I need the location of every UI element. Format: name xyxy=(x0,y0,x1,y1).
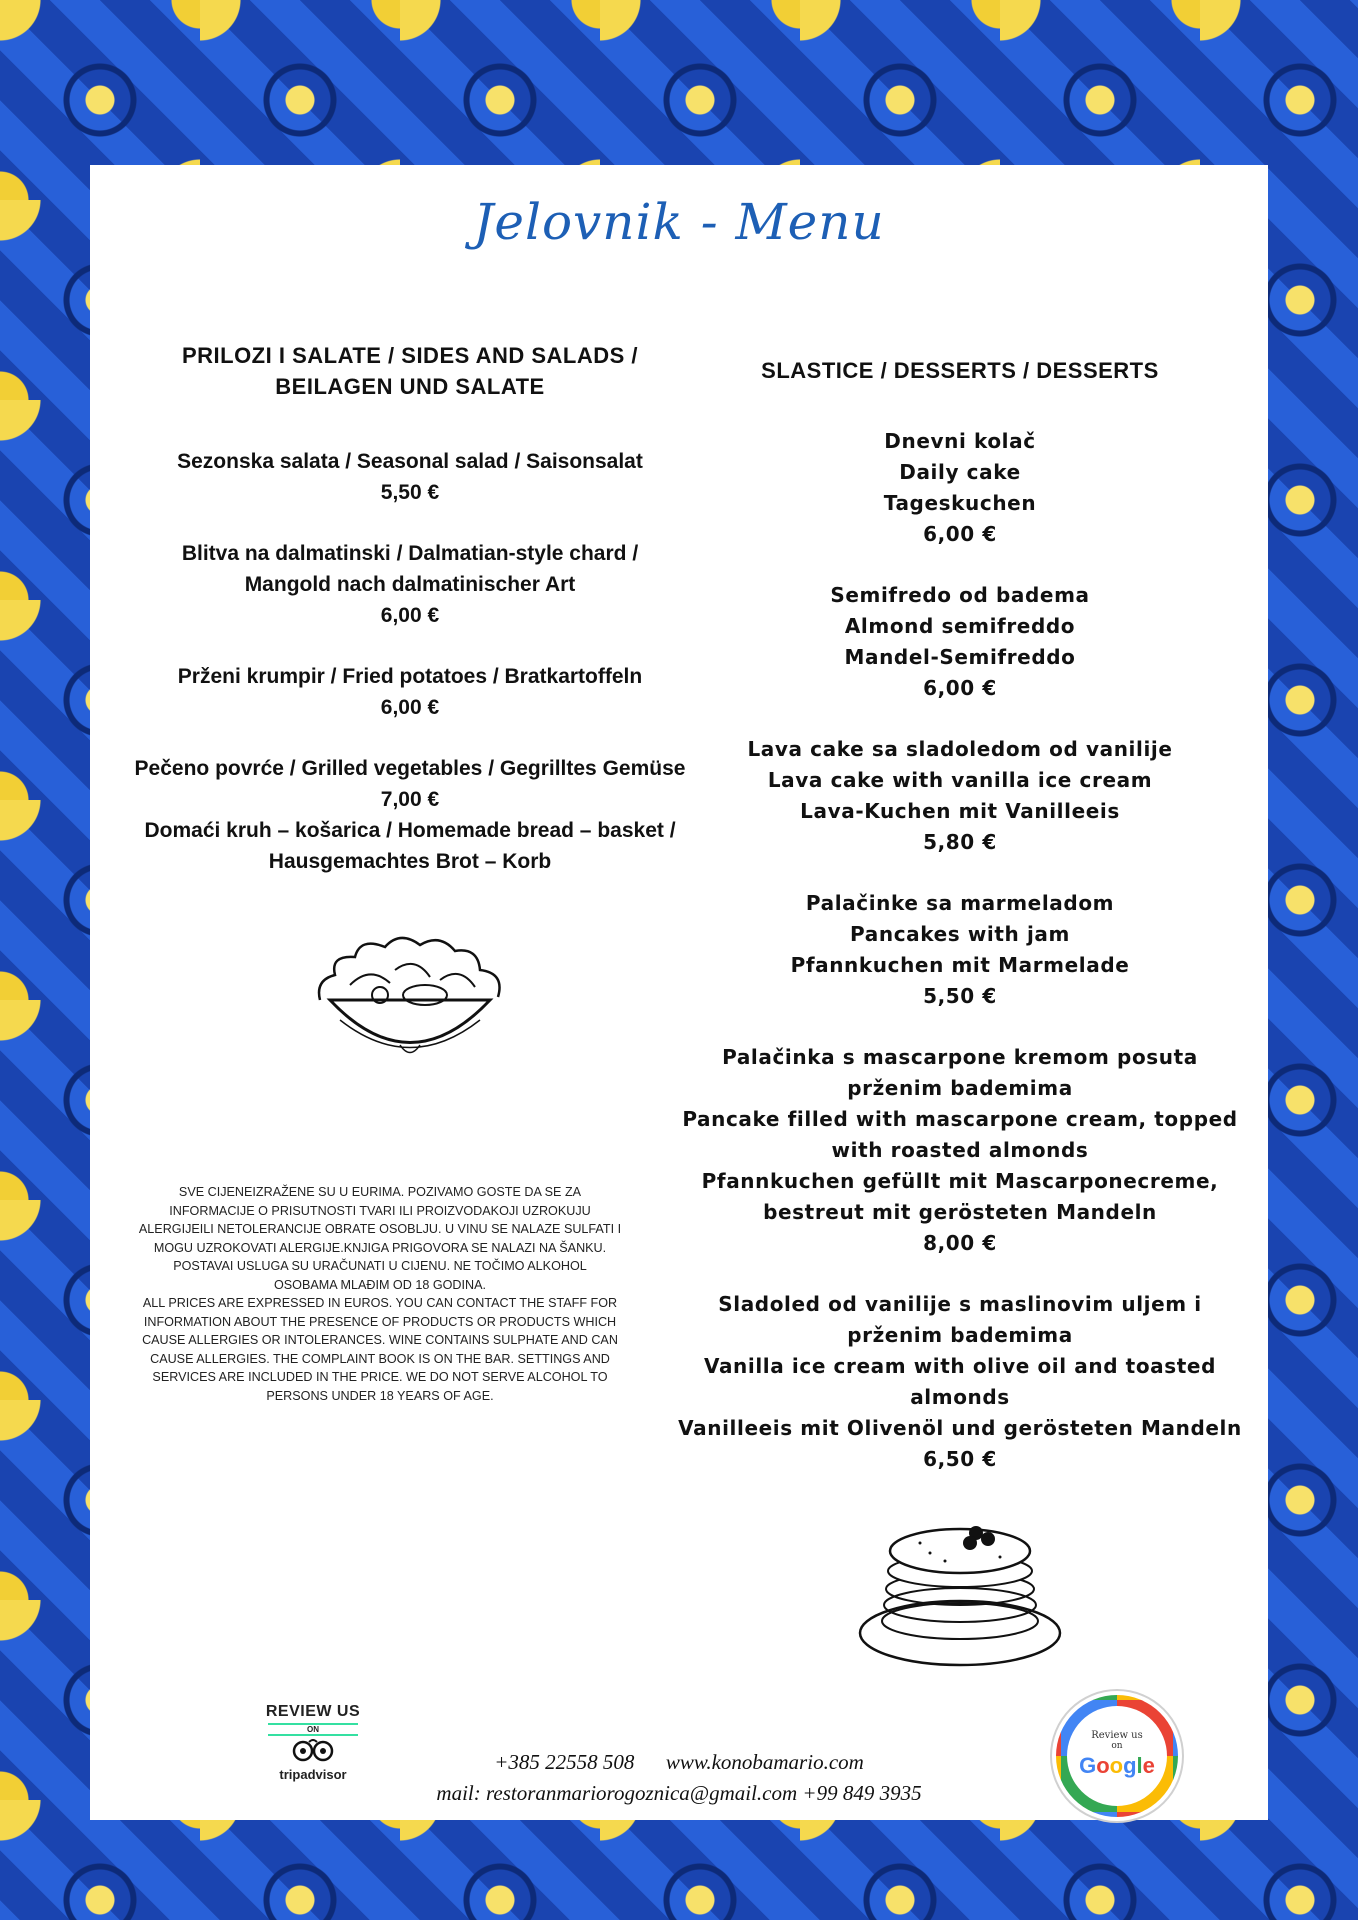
menu-item xyxy=(660,580,1260,704)
item-price: 6,00 € xyxy=(923,676,997,700)
desserts-column xyxy=(660,355,1260,1678)
disclaimer-line: POSTAVAI USLUGA SU URAČUNATI U CIJENU. NE TOČIMO ALKOHOL xyxy=(173,1259,587,1273)
menu-item xyxy=(120,446,700,508)
item-name: Pancake filled with mascarpone cream, topped xyxy=(682,1107,1238,1131)
allergen-disclaimer xyxy=(130,1183,630,1405)
tripadvisor-label: tripadvisor xyxy=(279,1767,347,1782)
disclaimer-line: SVE CIJENEIZRAŽENE SU U EURIMA. POZIVAMO GOSTE DA SE ZA xyxy=(178,1185,582,1199)
google-review-badge[interactable] xyxy=(1056,1695,1178,1817)
disclaimer-line: CAUSE ALLERGIES. THE COMPLAINT BOOK IS ON THE BAR. SETTINGS AND xyxy=(150,1351,610,1366)
review-us-label: REVIEW US xyxy=(265,1703,361,1720)
item-name: Blitva na dalmatinski / Dalmatian-style chard / xyxy=(181,542,639,565)
item-price: 5,50 € xyxy=(923,984,997,1008)
item-name: Lava-Kuchen mit Vanilleeis xyxy=(800,799,1120,823)
item-name: Daily cake xyxy=(899,460,1021,484)
item-price: 8,00 € xyxy=(923,1231,997,1255)
item-name: Sezonska salata / Seasonal salad / Saisonsalat xyxy=(177,450,643,473)
item-name: Domaći kruh – košarica / Homemade bread – basket / xyxy=(144,819,676,842)
sides-heading-line1: PRILOZI I SALATE / SIDES AND SALADS / xyxy=(181,343,639,368)
item-name: Almond semifreddo xyxy=(844,614,1076,638)
item-name: bestreut mit gerösteten Mandeln xyxy=(763,1200,1157,1224)
item-price: 6,00 € xyxy=(923,522,997,546)
item-name: prženim bademima xyxy=(847,1323,1073,1347)
google-badge-inner xyxy=(1067,1706,1167,1806)
item-name: Mandel-Semifreddo xyxy=(844,645,1076,669)
menu-item xyxy=(660,1289,1260,1475)
item-name: with roasted almonds xyxy=(831,1138,1089,1162)
item-name: Pfannkuchen mit Marmelade xyxy=(790,953,1130,977)
item-name: Dnevni kolač xyxy=(884,429,1036,453)
sides-salads-column xyxy=(120,340,700,1080)
disclaimer-line: CAUSE ALLERGIES OR INTOLERANCES. WINE CONTAINS SULPHATE AND CAN xyxy=(142,1333,618,1347)
item-price: 6,50 € xyxy=(923,1447,997,1471)
salad-bowl-illustration xyxy=(120,925,700,1080)
item-price: 6,00 € xyxy=(380,604,440,627)
item-name: Lava cake with vanilla ice cream xyxy=(767,768,1153,792)
item-name: Hausgemachtes Brot – Korb xyxy=(268,850,552,873)
item-price: 5,50 € xyxy=(380,481,440,504)
disclaimer-line: SERVICES ARE INCLUDED IN THE PRICE. WE DO NOT SERVE ALCOHOL TO xyxy=(152,1370,608,1384)
pancake-stack-illustration xyxy=(660,1503,1260,1678)
disclaimer-line: ALERGIJEILI NETOLERANCIJE OBRATE OSOBLJU. U VINU SE NALAZE SULFATI I xyxy=(138,1222,622,1236)
menu-panel xyxy=(90,165,1268,1820)
on-label: ON xyxy=(268,1723,358,1736)
item-name: Tageskuchen xyxy=(883,491,1037,515)
item-name: prženim bademima xyxy=(847,1076,1073,1100)
disclaimer-line: INFORMATION ABOUT THE PRESENCE OF PRODUCTS OR PRODUCTS WHICH xyxy=(143,1314,617,1329)
sides-heading-line2: BEILAGEN UND SALATE xyxy=(275,374,545,399)
item-name: Semifredo od badema xyxy=(830,583,1090,607)
item-price: 5,80 € xyxy=(923,830,997,854)
item-name: Pfannkuchen gefüllt mit Mascarponecreme, xyxy=(701,1169,1219,1193)
disclaimer-line: PERSONS UNDER 18 YEARS OF AGE. xyxy=(266,1388,494,1403)
item-name: Vanilleeis mit Olivenöl und gerösteten Mandeln xyxy=(678,1416,1242,1440)
disclaimer-line: OSOBAMA MLAĐIM OD 18 GODINA. xyxy=(273,1277,487,1292)
item-name: Sladoled od vanilije s maslinovim uljem i xyxy=(718,1292,1202,1316)
item-name: Palačinke sa marmeladom xyxy=(805,891,1115,915)
item-name: Palačinka s mascarpone kremom posuta xyxy=(722,1045,1198,1069)
menu-item xyxy=(660,426,1260,550)
item-name: Pečeno povrće / Grilled vegetables / Gegrilltes Gemüse xyxy=(134,757,686,780)
menu-item xyxy=(660,1042,1260,1259)
on-label: on xyxy=(1111,1741,1123,1751)
item-name: Prženi krumpir / Fried potatoes / Bratkartoffeln xyxy=(177,665,643,688)
item-name: almonds xyxy=(910,1385,1010,1409)
phone-website: +385 22558 508 www.konobamario.com xyxy=(494,1750,864,1774)
item-price: 6,00 € xyxy=(380,696,440,719)
menu-item xyxy=(120,661,700,723)
desserts-heading: SLASTICE / DESSERTS / DESSERTS xyxy=(761,358,1159,383)
menu-item xyxy=(120,753,700,815)
item-name: Mangold nach dalmatinischer Art xyxy=(244,573,576,596)
google-logo: Google xyxy=(1079,1753,1155,1778)
disclaimer-line: ALL PRICES ARE EXPRESSED IN EUROS. YOU CAN CONTACT THE STAFF FOR xyxy=(142,1296,618,1310)
disclaimer-line: MOGU UZROKOVATI ALERGIJE.KNJIGA PRIGOVORA SE NALAZI NA ŠANKU. xyxy=(153,1240,607,1255)
disclaimer-line: INFORMACIJE O PRISUTNOSTI TVARI ILI PROIZVODAKOJI UZROKUJU xyxy=(169,1203,591,1218)
menu-item xyxy=(120,815,700,877)
menu-item xyxy=(120,538,700,631)
email-phone: mail: restoranmariorogoznica@gmail.com +99 849 3935 xyxy=(436,1781,922,1805)
item-name: Lava cake sa sladoledom od vanilije xyxy=(747,737,1173,761)
menu-item xyxy=(660,888,1260,1012)
review-us-label: Review us xyxy=(1091,1730,1143,1741)
item-name: Vanilla ice cream with olive oil and toasted xyxy=(703,1354,1217,1378)
item-name: Pancakes with jam xyxy=(850,922,1070,946)
item-price: 7,00 € xyxy=(380,788,440,811)
menu-item xyxy=(660,734,1260,858)
menu-title: Jelovnik - Menu xyxy=(473,193,885,251)
